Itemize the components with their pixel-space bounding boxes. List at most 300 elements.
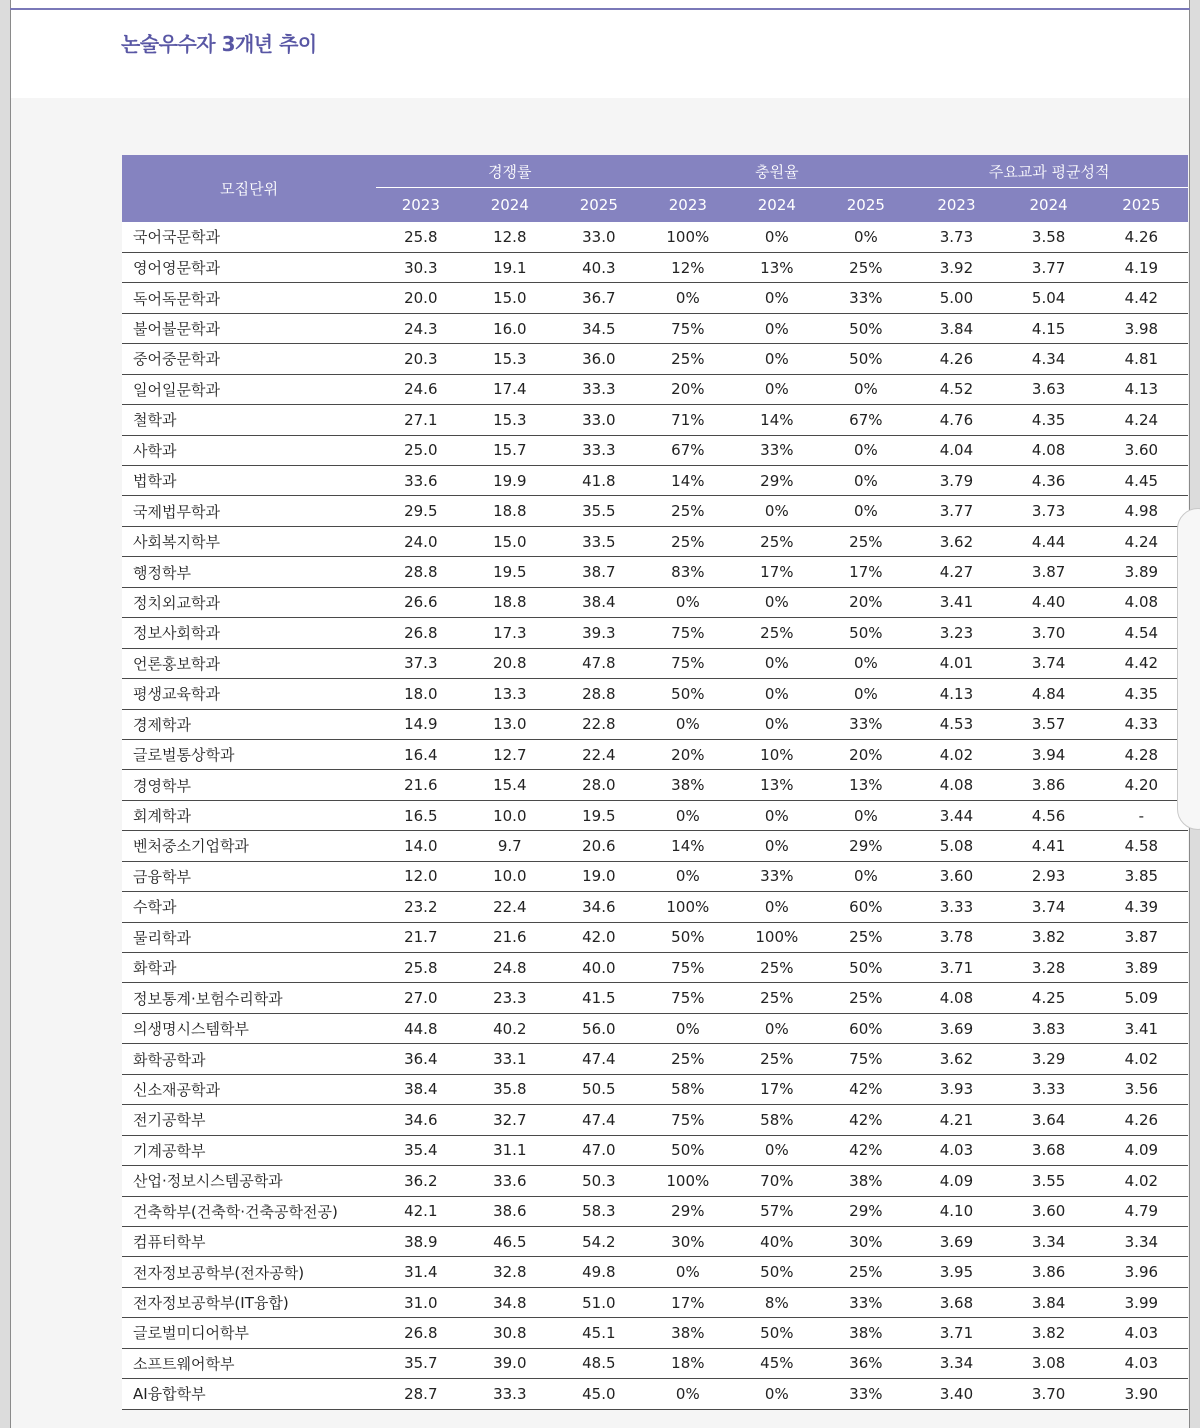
value-cell: 4.25: [1003, 983, 1095, 1013]
value-cell: 14.0: [376, 831, 465, 861]
value-cell: 3.23: [910, 618, 1002, 648]
value-cell: 34.5: [554, 313, 643, 343]
value-cell: 0%: [643, 800, 732, 830]
value-cell: 25%: [732, 618, 821, 648]
value-cell: 67%: [821, 405, 910, 435]
value-cell: 36.4: [376, 1044, 465, 1074]
value-cell: 70%: [732, 1166, 821, 1196]
value-cell: 33%: [821, 283, 910, 313]
value-cell: 0%: [732, 648, 821, 678]
value-cell: 12%: [643, 252, 732, 282]
value-cell: 25%: [643, 1044, 732, 1074]
value-cell: 0%: [732, 1379, 821, 1409]
table-row: [122, 709, 1188, 739]
value-cell: 28.7: [376, 1379, 465, 1409]
unit-name-cell: 영어영문학과: [122, 252, 376, 282]
table-row: [122, 435, 1188, 465]
unit-name-cell: 국어국문학과: [122, 222, 376, 252]
value-cell: 33.5: [554, 526, 643, 556]
value-cell: 4.01: [910, 648, 1002, 678]
unit-name-cell: 기계공학부: [122, 1135, 376, 1165]
table-row: [122, 1074, 1188, 1104]
value-cell: 4.58: [1095, 831, 1188, 861]
value-cell: 3.86: [1003, 1257, 1095, 1287]
table-row: [122, 770, 1188, 800]
value-cell: 28.8: [554, 679, 643, 709]
value-cell: 12.0: [376, 861, 465, 891]
table-row: [122, 800, 1188, 830]
value-cell: 12.8: [465, 222, 554, 252]
value-cell: 4.21: [910, 1105, 1002, 1135]
value-cell: 50%: [732, 1257, 821, 1287]
table-row: [122, 222, 1188, 252]
value-cell: 100%: [732, 922, 821, 952]
value-cell: 25%: [643, 526, 732, 556]
value-cell: 41.5: [554, 983, 643, 1013]
value-cell: 32.8: [465, 1257, 554, 1287]
unit-name-cell: 물리학과: [122, 922, 376, 952]
value-cell: 57%: [732, 1196, 821, 1226]
value-cell: 0%: [643, 587, 732, 617]
value-cell: 20.8: [465, 648, 554, 678]
value-cell: 42.1: [376, 1196, 465, 1226]
value-cell: 22.4: [554, 739, 643, 769]
table-row: [122, 831, 1188, 861]
table-row: [122, 374, 1188, 404]
value-cell: 3.74: [1003, 648, 1095, 678]
value-cell: 14%: [643, 831, 732, 861]
header-year: 2024: [465, 188, 554, 223]
value-cell: 3.41: [1095, 1013, 1188, 1043]
table-row: [122, 618, 1188, 648]
value-cell: 25%: [732, 953, 821, 983]
value-cell: 26.8: [376, 1318, 465, 1348]
value-cell: 33.3: [554, 435, 643, 465]
table-row: [122, 405, 1188, 435]
value-cell: 14%: [732, 405, 821, 435]
value-cell: 31.4: [376, 1257, 465, 1287]
unit-name-cell: 평생교육학과: [122, 679, 376, 709]
value-cell: 75%: [821, 1044, 910, 1074]
unit-name-cell: 신소재공학과: [122, 1074, 376, 1104]
value-cell: 0%: [732, 800, 821, 830]
unit-name-cell: 소프트웨어학부: [122, 1348, 376, 1378]
value-cell: 4.26: [1095, 222, 1188, 252]
value-cell: 34.6: [554, 892, 643, 922]
value-cell: 4.53: [910, 709, 1002, 739]
value-cell: 20.3: [376, 344, 465, 374]
value-cell: 3.34: [1003, 1226, 1095, 1256]
table-row: [122, 526, 1188, 556]
value-cell: 33.3: [465, 1379, 554, 1409]
value-cell: 4.19: [1095, 252, 1188, 282]
unit-name-cell: AI융합학부: [122, 1379, 376, 1409]
value-cell: 0%: [643, 709, 732, 739]
value-cell: 4.13: [910, 679, 1002, 709]
value-cell: 33.6: [376, 466, 465, 496]
value-cell: 19.0: [554, 861, 643, 891]
value-cell: 38%: [643, 1318, 732, 1348]
table-row: [122, 1257, 1188, 1287]
value-cell: 10%: [732, 739, 821, 769]
unit-name-cell: 산업·정보시스템공학과: [122, 1166, 376, 1196]
value-cell: 3.60: [1003, 1196, 1095, 1226]
value-cell: 0%: [732, 496, 821, 526]
title-area: [11, 10, 1189, 98]
value-cell: 18.0: [376, 679, 465, 709]
unit-name-cell: 행정학부: [122, 557, 376, 587]
unit-name-cell: 전기공학부: [122, 1105, 376, 1135]
value-cell: 36.2: [376, 1166, 465, 1196]
value-cell: 17%: [643, 1287, 732, 1317]
value-cell: 44.8: [376, 1013, 465, 1043]
value-cell: 50.5: [554, 1074, 643, 1104]
header-year: 2025: [821, 188, 910, 223]
table-row: [122, 1135, 1188, 1165]
value-cell: 4.56: [1003, 800, 1095, 830]
value-cell: 33.0: [554, 405, 643, 435]
value-cell: 0%: [732, 831, 821, 861]
unit-name-cell: 일어일문학과: [122, 374, 376, 404]
value-cell: 40.2: [465, 1013, 554, 1043]
value-cell: 3.68: [910, 1287, 1002, 1317]
window-frame-left: [0, 0, 11, 1428]
value-cell: 26.8: [376, 618, 465, 648]
value-cell: 25%: [732, 1044, 821, 1074]
header-year: 2023: [376, 188, 465, 223]
value-cell: 50%: [643, 922, 732, 952]
value-cell: 16.0: [465, 313, 554, 343]
value-cell: 50%: [821, 618, 910, 648]
value-cell: 3.69: [910, 1226, 1002, 1256]
value-cell: 27.1: [376, 405, 465, 435]
value-cell: 20%: [643, 739, 732, 769]
value-cell: 4.98: [1095, 496, 1188, 526]
value-cell: 0%: [732, 1013, 821, 1043]
value-cell: 10.0: [465, 800, 554, 830]
value-cell: 9.7: [465, 831, 554, 861]
value-cell: 28.8: [376, 557, 465, 587]
value-cell: 4.27: [910, 557, 1002, 587]
table-row: [122, 953, 1188, 983]
value-cell: 0%: [732, 709, 821, 739]
value-cell: 2.93: [1003, 861, 1095, 891]
value-cell: 3.85: [1095, 861, 1188, 891]
value-cell: 20.0: [376, 283, 465, 313]
value-cell: 35.5: [554, 496, 643, 526]
value-cell: 0%: [732, 587, 821, 617]
value-cell: 3.79: [910, 466, 1002, 496]
table-row: [122, 739, 1188, 769]
content-area: [11, 98, 1189, 1428]
unit-name-cell: 사회복지학부: [122, 526, 376, 556]
value-cell: 13%: [732, 252, 821, 282]
value-cell: 4.26: [1095, 1105, 1188, 1135]
value-cell: 54.2: [554, 1226, 643, 1256]
value-cell: 33.1: [465, 1044, 554, 1074]
value-cell: 29%: [643, 1196, 732, 1226]
value-cell: 0%: [643, 1013, 732, 1043]
value-cell: 25.8: [376, 222, 465, 252]
value-cell: 45.1: [554, 1318, 643, 1348]
value-cell: 4.08: [1003, 435, 1095, 465]
header-year: 2024: [732, 188, 821, 223]
table-row: [122, 983, 1188, 1013]
value-cell: 42.0: [554, 922, 643, 952]
value-cell: 40%: [732, 1226, 821, 1256]
value-cell: 35.7: [376, 1348, 465, 1378]
value-cell: 20%: [821, 587, 910, 617]
value-cell: 3.34: [910, 1348, 1002, 1378]
value-cell: 0%: [732, 679, 821, 709]
value-cell: 0%: [732, 1135, 821, 1165]
value-cell: 0%: [821, 800, 910, 830]
value-cell: 25%: [821, 526, 910, 556]
value-cell: 17%: [821, 557, 910, 587]
value-cell: 20%: [821, 739, 910, 769]
unit-name-cell: 글로벌미디어학부: [122, 1318, 376, 1348]
table-row: [122, 861, 1188, 891]
value-cell: 51.0: [554, 1287, 643, 1317]
value-cell: 3.98: [1095, 313, 1188, 343]
value-cell: 4.04: [910, 435, 1002, 465]
value-cell: 34.6: [376, 1105, 465, 1135]
value-cell: 3.70: [1003, 1379, 1095, 1409]
value-cell: 17.3: [465, 618, 554, 648]
header-year: 2023: [643, 188, 732, 223]
value-cell: 30%: [643, 1226, 732, 1256]
value-cell: 33%: [732, 861, 821, 891]
unit-name-cell: 경영학부: [122, 770, 376, 800]
value-cell: 0%: [643, 861, 732, 891]
value-cell: 100%: [643, 222, 732, 252]
table-row: [122, 313, 1188, 343]
value-cell: 38.6: [465, 1196, 554, 1226]
value-cell: 13%: [732, 770, 821, 800]
value-cell: 50%: [732, 1318, 821, 1348]
header-year: 2025: [554, 188, 643, 223]
value-cell: 4.24: [1095, 526, 1188, 556]
unit-name-cell: 수학과: [122, 892, 376, 922]
table-row: [122, 344, 1188, 374]
unit-name-cell: 화학공학과: [122, 1044, 376, 1074]
value-cell: 3.84: [910, 313, 1002, 343]
value-cell: 39.0: [465, 1348, 554, 1378]
table-row: [122, 1348, 1188, 1378]
value-cell: 4.42: [1095, 283, 1188, 313]
value-cell: 50%: [643, 1135, 732, 1165]
value-cell: 33.6: [465, 1166, 554, 1196]
value-cell: 100%: [643, 892, 732, 922]
value-cell: 24.8: [465, 953, 554, 983]
value-cell: 58%: [732, 1105, 821, 1135]
value-cell: 3.77: [1003, 252, 1095, 282]
value-cell: 4.02: [1095, 1166, 1188, 1196]
unit-name-cell: 중어중문학과: [122, 344, 376, 374]
value-cell: 24.0: [376, 526, 465, 556]
value-cell: 4.20: [1095, 770, 1188, 800]
value-cell: 25%: [732, 526, 821, 556]
value-cell: 75%: [643, 953, 732, 983]
value-cell: 60%: [821, 1013, 910, 1043]
top-divider: [10, 8, 1190, 10]
value-cell: 22.4: [465, 892, 554, 922]
value-cell: 3.44: [910, 800, 1002, 830]
value-cell: 4.76: [910, 405, 1002, 435]
unit-name-cell: 경제학과: [122, 709, 376, 739]
table-row: [122, 1226, 1188, 1256]
value-cell: 21.7: [376, 922, 465, 952]
table-row: [122, 1287, 1188, 1317]
table-row: [122, 892, 1188, 922]
value-cell: 3.82: [1003, 922, 1095, 952]
value-cell: 29%: [821, 1196, 910, 1226]
value-cell: 47.0: [554, 1135, 643, 1165]
value-cell: 3.41: [910, 587, 1002, 617]
value-cell: 21.6: [376, 770, 465, 800]
value-cell: 46.5: [465, 1226, 554, 1256]
value-cell: 19.1: [465, 252, 554, 282]
value-cell: 13.3: [465, 679, 554, 709]
value-cell: 3.78: [910, 922, 1002, 952]
value-cell: 17%: [732, 557, 821, 587]
value-cell: 58%: [643, 1074, 732, 1104]
value-cell: 4.13: [1095, 374, 1188, 404]
value-cell: 50%: [821, 344, 910, 374]
value-cell: 3.87: [1095, 922, 1188, 952]
value-cell: 38%: [821, 1318, 910, 1348]
value-cell: 3.96: [1095, 1257, 1188, 1287]
value-cell: 4.84: [1003, 679, 1095, 709]
value-cell: 16.5: [376, 800, 465, 830]
value-cell: 3.92: [910, 252, 1002, 282]
value-cell: 4.45: [1095, 466, 1188, 496]
value-cell: 18.8: [465, 496, 554, 526]
value-cell: 25%: [643, 496, 732, 526]
value-cell: 35.8: [465, 1074, 554, 1104]
value-cell: 25%: [732, 983, 821, 1013]
value-cell: 38.4: [554, 587, 643, 617]
value-cell: 0%: [732, 283, 821, 313]
value-cell: 3.60: [910, 861, 1002, 891]
value-cell: 4.09: [910, 1166, 1002, 1196]
value-cell: 33%: [821, 1287, 910, 1317]
value-cell: 38%: [821, 1166, 910, 1196]
value-cell: 0%: [732, 344, 821, 374]
table-row: [122, 1196, 1188, 1226]
value-cell: 25%: [643, 344, 732, 374]
value-cell: 38.4: [376, 1074, 465, 1104]
value-cell: 3.70: [1003, 618, 1095, 648]
value-cell: 14.9: [376, 709, 465, 739]
unit-name-cell: 국제법무학과: [122, 496, 376, 526]
value-cell: 0%: [821, 861, 910, 891]
value-cell: 3.62: [910, 526, 1002, 556]
value-cell: 5.00: [910, 283, 1002, 313]
unit-name-cell: 사학과: [122, 435, 376, 465]
value-cell: 27.0: [376, 983, 465, 1013]
value-cell: 0%: [732, 222, 821, 252]
value-cell: 0%: [732, 374, 821, 404]
value-cell: 38%: [643, 770, 732, 800]
value-cell: 20.6: [554, 831, 643, 861]
header-year: 2024: [1003, 188, 1095, 223]
value-cell: 0%: [643, 283, 732, 313]
value-cell: 3.60: [1095, 435, 1188, 465]
table-row: [122, 922, 1188, 952]
value-cell: 45.0: [554, 1379, 643, 1409]
header-group-fill-rate: 충원율: [643, 155, 910, 188]
header-group-competition: 경쟁률: [376, 155, 643, 188]
unit-name-cell: 법학과: [122, 466, 376, 496]
table-row: [122, 679, 1188, 709]
table-row: [122, 1044, 1188, 1074]
value-cell: 3.93: [910, 1074, 1002, 1104]
value-cell: 3.40: [910, 1379, 1002, 1409]
value-cell: 25.8: [376, 953, 465, 983]
value-cell: 15.0: [465, 526, 554, 556]
table-row: [122, 283, 1188, 313]
value-cell: 4.40: [1003, 587, 1095, 617]
value-cell: 41.8: [554, 466, 643, 496]
value-cell: 3.89: [1095, 953, 1188, 983]
value-cell: 40.3: [554, 252, 643, 282]
value-cell: 38.9: [376, 1226, 465, 1256]
value-cell: 35.4: [376, 1135, 465, 1165]
value-cell: 3.95: [910, 1257, 1002, 1287]
value-cell: 4.03: [1095, 1318, 1188, 1348]
table-row: [122, 1379, 1188, 1409]
value-cell: 0%: [821, 435, 910, 465]
value-cell: 4.79: [1095, 1196, 1188, 1226]
value-cell: 15.4: [465, 770, 554, 800]
value-cell: 13.0: [465, 709, 554, 739]
value-cell: 4.02: [1095, 1044, 1188, 1074]
value-cell: 40.0: [554, 953, 643, 983]
value-cell: 18%: [643, 1348, 732, 1378]
value-cell: 33.0: [554, 222, 643, 252]
value-cell: 4.10: [910, 1196, 1002, 1226]
value-cell: 15.0: [465, 283, 554, 313]
unit-name-cell: 전자정보공학부(전자공학): [122, 1257, 376, 1287]
value-cell: 3.90: [1095, 1379, 1188, 1409]
value-cell: 24.3: [376, 313, 465, 343]
unit-name-cell: 금융학부: [122, 861, 376, 891]
value-cell: 4.41: [1003, 831, 1095, 861]
value-cell: 39.3: [554, 618, 643, 648]
table-row: [122, 1318, 1188, 1348]
value-cell: 4.35: [1003, 405, 1095, 435]
value-cell: 4.03: [1095, 1348, 1188, 1378]
value-cell: 3.99: [1095, 1287, 1188, 1317]
value-cell: 4.33: [1095, 709, 1188, 739]
value-cell: 3.73: [910, 222, 1002, 252]
value-cell: 36%: [821, 1348, 910, 1378]
unit-name-cell: 정보통계·보험수리학과: [122, 983, 376, 1013]
value-cell: 22.8: [554, 709, 643, 739]
value-cell: 29.5: [376, 496, 465, 526]
value-cell: 33%: [732, 435, 821, 465]
value-cell: 34.8: [465, 1287, 554, 1317]
table-row: [122, 557, 1188, 587]
value-cell: 37.3: [376, 648, 465, 678]
value-cell: 75%: [643, 648, 732, 678]
value-cell: 4.39: [1095, 892, 1188, 922]
value-cell: 3.08: [1003, 1348, 1095, 1378]
value-cell: 4.52: [910, 374, 1002, 404]
value-cell: 60%: [821, 892, 910, 922]
value-cell: 49.8: [554, 1257, 643, 1287]
